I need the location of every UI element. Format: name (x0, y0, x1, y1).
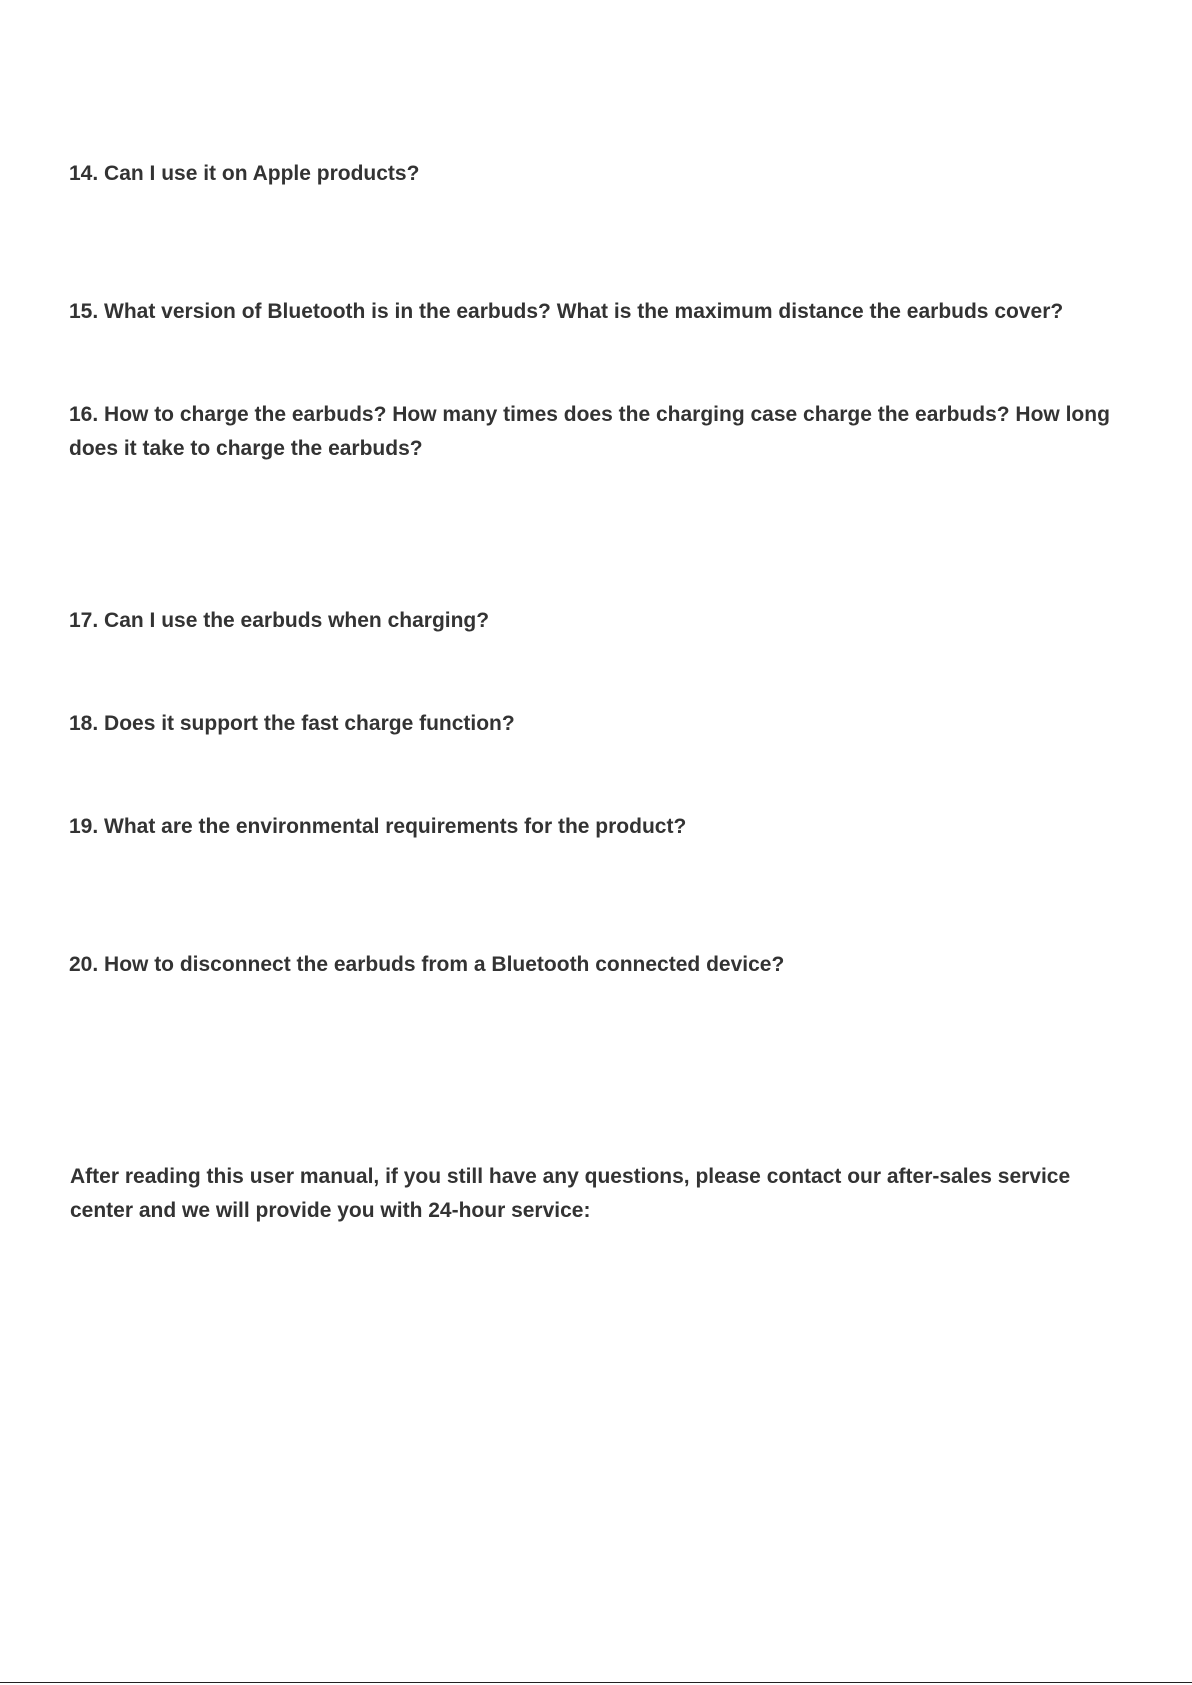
faq-question-15: 15. What version of Bluetooth is in the earbuds? What is the maximum distance the earbuds cover? (69, 300, 1064, 323)
closing-paragraph: After reading this user manual, if you still have any questions, please contact our after-sales service center and we will provide you with 24-hour service: (70, 1165, 1071, 1222)
page-bottom-rule (0, 1682, 1192, 1683)
faq-question-19: 19. What are the environmental requirements for the product? (69, 815, 687, 838)
faq-question-14: 14. Can I use it on Apple products? (69, 162, 420, 185)
faq-question-18: 18. Does it support the fast charge function? (69, 712, 515, 735)
faq-question-16: 16. How to charge the earbuds? How many times does the charging case charge the earbuds? How long does it take to charge the earbuds? (69, 403, 1110, 460)
faq-question-17: 17. Can I use the earbuds when charging? (69, 609, 490, 632)
faq-question-20: 20. How to disconnect the earbuds from a Bluetooth connected device? (69, 953, 785, 976)
